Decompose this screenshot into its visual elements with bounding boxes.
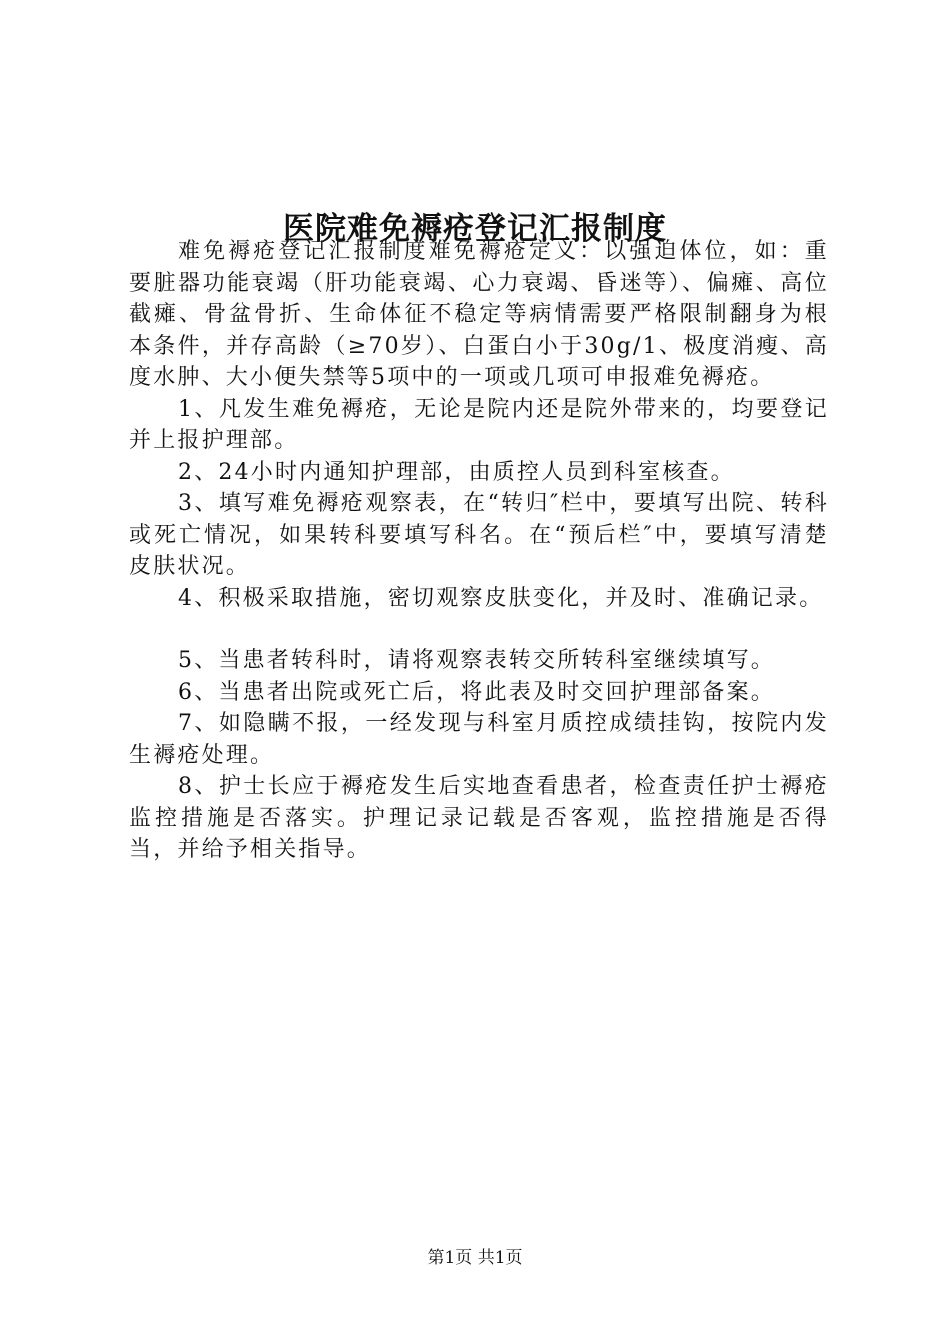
rule-item-6: 6、当患者出院或死亡后，将此表及时交回护理部备案。 <box>178 679 775 705</box>
page-footer: 第1页 共1页 <box>427 1248 523 1268</box>
rule-item-2: 2、24小时内通知护理部，由质控人员到科室核查。 <box>178 459 735 485</box>
paragraph-spacer <box>129 614 829 645</box>
definition-paragraph: 难免褥疮登记汇报制度难免褥疮定义：以强迫体位，如：重要脏器功能衰竭（肝功能衰竭、心力衰竭、昏迷等）、偏瘫、高位截瘫、骨盆骨折、生命体征不稳定等病情需要严格限制翻身为根本条件，并存高龄（≥70岁）、白蛋白小于30g/1、极度消瘦、高度水肿、大小便失禁等5项中的一项或几项可申报难免褥疮。 <box>129 239 829 390</box>
rule-item-5: 5、当患者转科时，请将观察表转交所转科室继续填写。 <box>178 648 775 673</box>
rule-item-7: 7、如隐瞒不报，一经发现与科室月质控成绩挂钩，按院内发生褥疮处理。 <box>129 711 829 768</box>
rule-item-3: 3、填写难免褥疮观察表，在“转归″栏中，要填写出院、转科或死亡情况，如果转科要填写科名。在“预后栏″中，要填写清楚皮肤状况。 <box>129 491 829 579</box>
rule-item-1: 1、凡发生难免褥疮，无论是院内还是院外带来的，均要登记并上报护理部。 <box>129 396 829 453</box>
document-title: 医院难免褥疮登记汇报制度 <box>283 210 667 247</box>
rule-item-4: 4、积极采取措施，密切观察皮肤变化，并及时、准确记录。 <box>178 585 824 611</box>
rule-item-8: 8、护士长应于褥疮发生后实地查看患者，检查责任护士褥疮监控措施是否落实。护理记录记载是否客观，监控措施是否得当，并给予相关指导。 <box>129 774 829 862</box>
document-body <box>129 236 829 866</box>
